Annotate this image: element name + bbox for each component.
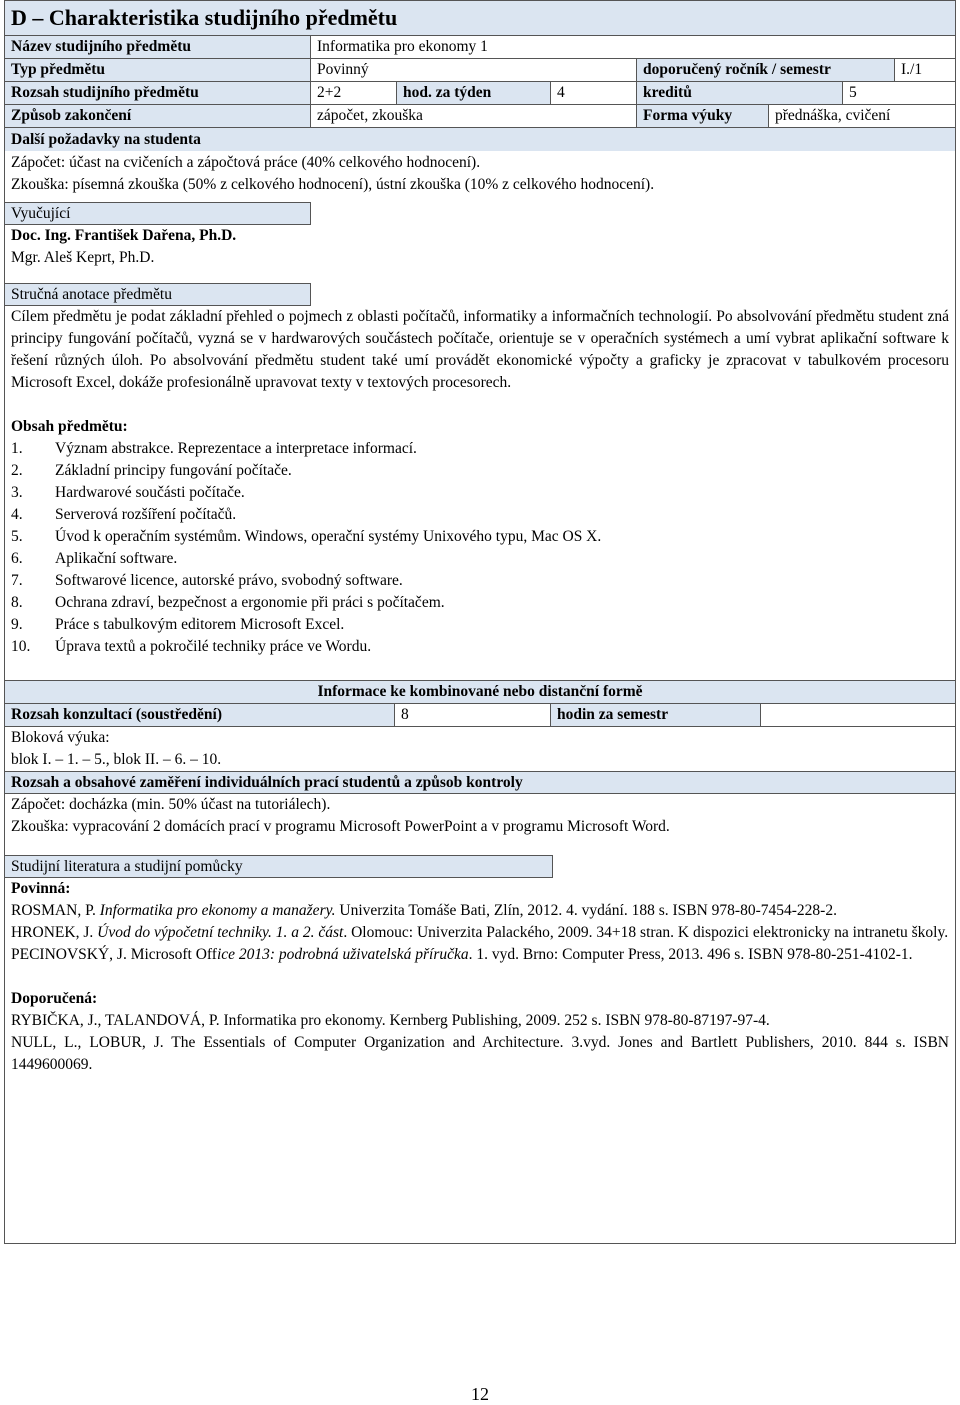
lit-author: ROSMAN, P. (11, 902, 100, 919)
forma-label: Forma výuky (637, 105, 769, 127)
lit-details: . Olomouc: Univerzita Palackého, 2009. 34+18 stran. K dispozici elektronicky na intranetu školy. (343, 924, 949, 941)
item-text: Hardwarové součásti počítače. (55, 484, 245, 501)
list-item (11, 614, 949, 636)
item-number: 2. (11, 462, 23, 479)
item-number: 7. (11, 572, 23, 589)
item-number: 6. (11, 550, 23, 567)
lit-author: HRONEK, J. (11, 924, 98, 941)
item-number: 9. (11, 616, 23, 633)
pozadavky-section (5, 151, 955, 196)
konzultace-label: Rozsah konzultací (soustředění) (5, 704, 395, 726)
obsah-section (5, 416, 955, 658)
item-text: Úprava textů a pokročilé techniky práce ve Wordu. (55, 638, 372, 655)
prace-label: Rozsah a obsahové zaměření individuálních prací studentů a způsob kontroly (5, 771, 955, 794)
konzultace-unit: hodin za semestr (551, 704, 761, 726)
list-item (11, 438, 949, 460)
list-item (11, 592, 949, 614)
vyucujici-lead: Doc. Ing. František Dařena, Ph.D. (11, 227, 237, 244)
item-text: Aplikační software. (55, 550, 178, 567)
row-konzultace (5, 704, 955, 727)
item-number: 8. (11, 594, 23, 611)
literatura-label: Studijní literatura a studijní pomůcky (5, 855, 553, 878)
rozsah-value: 2+2 (311, 82, 397, 104)
vyucujici-section (5, 202, 955, 269)
forma-value: přednáška, cvičení (775, 107, 891, 124)
course-sheet (4, 0, 956, 1244)
course-table (4, 0, 956, 1244)
item-text: Ochrana zdraví, bezpečnost a ergonomie při práci s počítačem. (55, 594, 445, 611)
anotace-section (5, 283, 955, 394)
hod-label: hod. za týden (397, 82, 551, 104)
lit-author: PECINOVSKÝ, J. Microsoft Off (11, 946, 217, 963)
rozsah-label: Rozsah studijního předmětu (5, 82, 311, 104)
pozadavky-label-row (5, 128, 955, 151)
vyucujici-label: Vyučující (5, 202, 311, 225)
list-item (11, 548, 949, 570)
item-text: Softwarové licence, autorské právo, svobodný software. (55, 572, 403, 589)
nazev-label: Název studijního předmětu (5, 36, 311, 58)
list-item (11, 526, 949, 548)
item-number: 3. (11, 484, 23, 501)
rocnik-value: I./1 (901, 61, 923, 78)
povinna-item (5, 944, 955, 966)
povinna-label: Povinná: (11, 880, 71, 897)
pozadavky-zapocet: Zápočet: účast na cvičeních a zápočtová práce (40% celkového hodnocení). (11, 154, 481, 171)
lit-title: Úvod do výpočetní techniky. 1. a 2. část (97, 924, 344, 941)
lit-title: Informatika pro ekonomy a manažery. (99, 902, 336, 919)
item-text: Základní principy fungování počítače. (55, 462, 292, 479)
doporucena-item: RYBIČKA, J., TALANDOVÁ, P. Informatika pro ekonomy. Kernberg Publishing, 2009. 252 s. ISBN 978-80-87197-97-4. (11, 1012, 770, 1029)
row-typ (5, 59, 955, 82)
item-text: Význam abstrakce. Reprezentace a interpretace informací. (55, 440, 417, 457)
povinna-item (5, 900, 955, 922)
lit-details: . 1. vyd. Brno: Computer Press, 2013. 496 s. ISBN 978-80-251-4102-1. (468, 946, 913, 963)
kredity-value: 5 (849, 84, 857, 101)
zakonceni-label: Způsob zakončení (5, 105, 311, 127)
lit-details: Univerzita Tomáše Bati, Zlín, 2012. 4. vydání. 188 s. ISBN 978-80-7454-228-2. (335, 902, 837, 919)
blokova-value: blok I. – 1. – 5., blok II. – 6. – 10. (11, 751, 222, 768)
literatura-section (5, 855, 955, 1076)
kombinovana-section (5, 680, 955, 838)
item-text: Práce s tabulkovým editorem Microsoft Excel. (55, 616, 345, 633)
lit-title: ice 2013: podrobná uživatelská příručka (216, 946, 469, 963)
typ-label: Typ předmětu (5, 59, 311, 81)
item-number: 1. (11, 440, 23, 457)
item-number: 4. (11, 506, 23, 523)
prace-zkouska: Zkouška: vypracování 2 domácích prací v programu Microsoft PowerPoint a v programu Microsoft Word. (11, 818, 670, 835)
blokova-label: Bloková výuka: (11, 729, 110, 746)
item-text: Serverová rozšíření počítačů. (55, 506, 237, 523)
anotace-text: Cílem předmětu je podat základní přehled o pojmech z oblasti počítačů, informatiky a informačních technologií. Po absolvování předmětu student zná principy fungování počítačů, vyzná se v hardwarových součástech počítače, orientuje se v operačních systémech a umí vybrat aplikační software k řešení různých úloh. Po absolvování předmětu student také umí provádět ekonomické výpočty a graficky je zpracovat v tabulkovém procesoru Microsoft Excel, dokáže profesionálně upravovat texty v textových procesorech. (11, 308, 949, 391)
pozadavky-label: Další požadavky na studenta (11, 130, 201, 148)
nazev-value: Informatika pro ekonomy 1 (317, 38, 488, 55)
povinna-item (5, 922, 955, 944)
row-nazev (5, 36, 955, 59)
kombinovana-heading: Informace ke kombinované nebo distanční formě (5, 681, 955, 704)
row-rozsah (5, 82, 955, 105)
vyucujici-other: Mgr. Aleš Keprt, Ph.D. (11, 249, 155, 266)
item-number: 5. (11, 528, 23, 545)
item-number: 10. (11, 638, 31, 655)
obsah-label: Obsah předmětu: (11, 418, 128, 435)
typ-value: Povinný (311, 59, 637, 81)
doporucena-label: Doporučená: (11, 990, 98, 1007)
konzultace-value: 8 (395, 704, 551, 726)
pozadavky-zkouska: Zkouška: písemná zkouška (50% z celkového hodnocení), ústní zkouška (10% z celkového hodnocení). (11, 176, 655, 193)
row-zakonceni (5, 105, 955, 128)
doporucena-item: NULL, L., LOBUR, J. The Essentials of Computer Organization and Architecture. 3.vyd. Jones and Bartlett Publishers, 2010. 844 s. ISBN 1449600069. (11, 1034, 949, 1073)
hod-value: 4 (551, 82, 637, 104)
list-item (11, 636, 949, 658)
kredity-label: kreditů (637, 82, 843, 104)
list-item (11, 504, 949, 526)
obsah-list (11, 438, 949, 658)
page-title: D – Charakteristika studijního předmětu (5, 1, 955, 36)
page-number: 12 (471, 1384, 489, 1404)
zakonceni-value: zápočet, zkouška (311, 105, 637, 127)
item-text: Úvod k operačním systémům. Windows, operační systémy Unixového typu, Mac OS X. (55, 528, 602, 545)
rocnik-label: doporučený ročník / semestr (637, 59, 895, 81)
prace-zapocet: Zápočet: docházka (min. 50% účast na tutoriálech). (11, 796, 331, 813)
list-item (11, 482, 949, 504)
anotace-label: Stručná anotace předmětu (5, 283, 311, 306)
list-item (11, 570, 949, 592)
list-item (11, 460, 949, 482)
